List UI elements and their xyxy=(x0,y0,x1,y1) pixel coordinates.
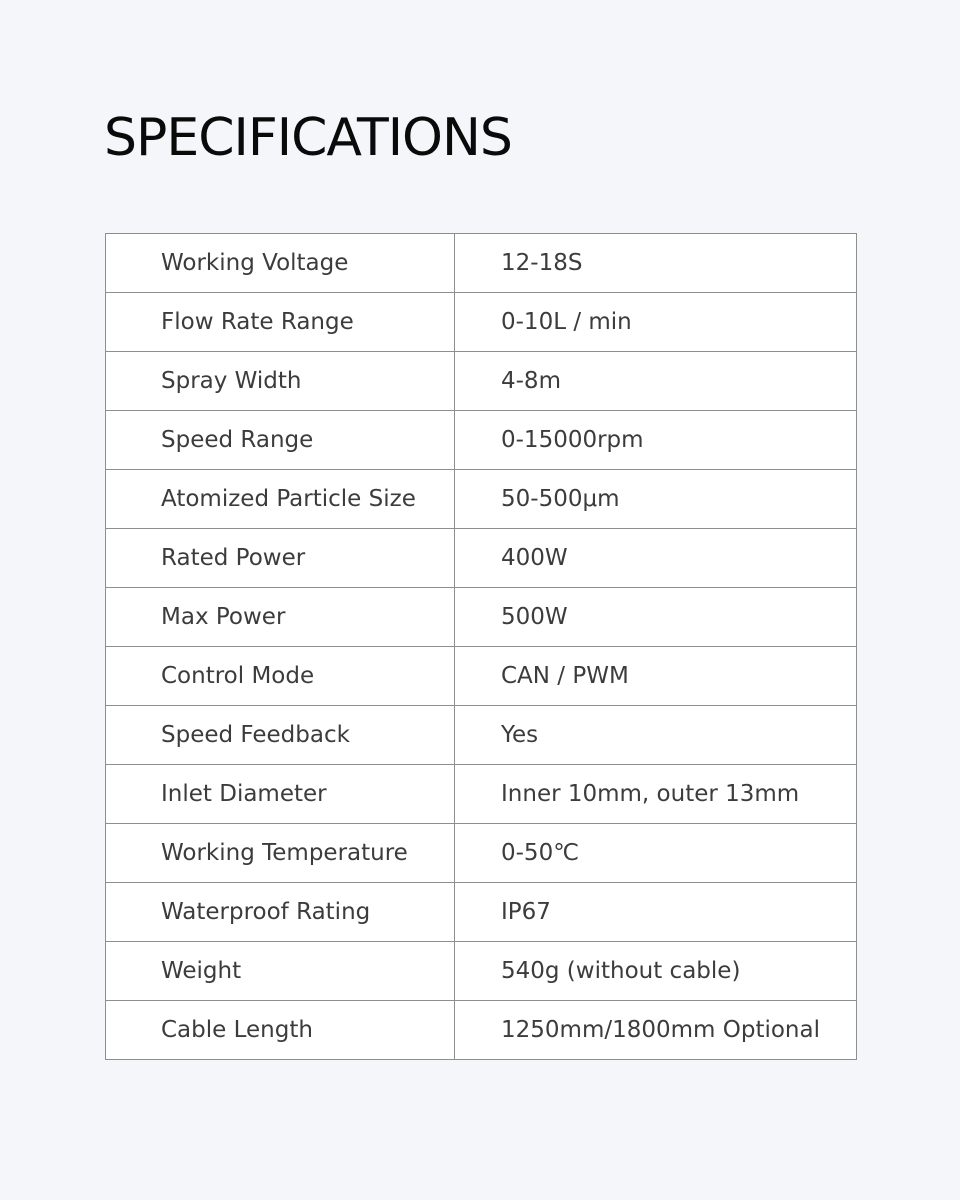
spec-label: Working Voltage xyxy=(106,234,455,293)
spec-value: 1250mm/1800mm Optional xyxy=(455,1001,857,1060)
spec-row xyxy=(106,588,857,647)
spec-row xyxy=(106,529,857,588)
spec-row xyxy=(106,411,857,470)
spec-label: Working Temperature xyxy=(106,824,455,883)
spec-value: 50-500μm xyxy=(455,470,857,529)
spec-label: Max Power xyxy=(106,588,455,647)
spec-label: Spray Width xyxy=(106,352,455,411)
spec-row xyxy=(106,647,857,706)
spec-value: 0-50℃ xyxy=(455,824,857,883)
spec-label: Speed Range xyxy=(106,411,455,470)
spec-value: IP67 xyxy=(455,883,857,942)
spec-value: 400W xyxy=(455,529,857,588)
spec-value: 4-8m xyxy=(455,352,857,411)
spec-label: Flow Rate Range xyxy=(106,293,455,352)
spec-value: 0-10L / min xyxy=(455,293,857,352)
spec-value: Yes xyxy=(455,706,857,765)
spec-value: 12-18S xyxy=(455,234,857,293)
spec-value: 540g (without cable) xyxy=(455,942,857,1001)
page-title: SPECIFICATIONS xyxy=(104,108,512,168)
spec-label: Speed Feedback xyxy=(106,706,455,765)
spec-row xyxy=(106,293,857,352)
spec-label: Control Mode xyxy=(106,647,455,706)
spec-value: Inner 10mm, outer 13mm xyxy=(455,765,857,824)
spec-label: Cable Length xyxy=(106,1001,455,1060)
spec-value: 500W xyxy=(455,588,857,647)
spec-row xyxy=(106,706,857,765)
spec-row xyxy=(106,824,857,883)
spec-value: 0-15000rpm xyxy=(455,411,857,470)
spec-row xyxy=(106,883,857,942)
spec-label: Weight xyxy=(106,942,455,1001)
spec-row xyxy=(106,470,857,529)
spec-row xyxy=(106,1001,857,1060)
spec-row xyxy=(106,942,857,1001)
spec-value: CAN / PWM xyxy=(455,647,857,706)
spec-label: Inlet Diameter xyxy=(106,765,455,824)
spec-label: Waterproof Rating xyxy=(106,883,455,942)
spec-row xyxy=(106,765,857,824)
spec-table xyxy=(105,233,857,1060)
spec-row xyxy=(106,352,857,411)
spec-label: Rated Power xyxy=(106,529,455,588)
spec-row xyxy=(106,234,857,293)
spec-label: Atomized Particle Size xyxy=(106,470,455,529)
